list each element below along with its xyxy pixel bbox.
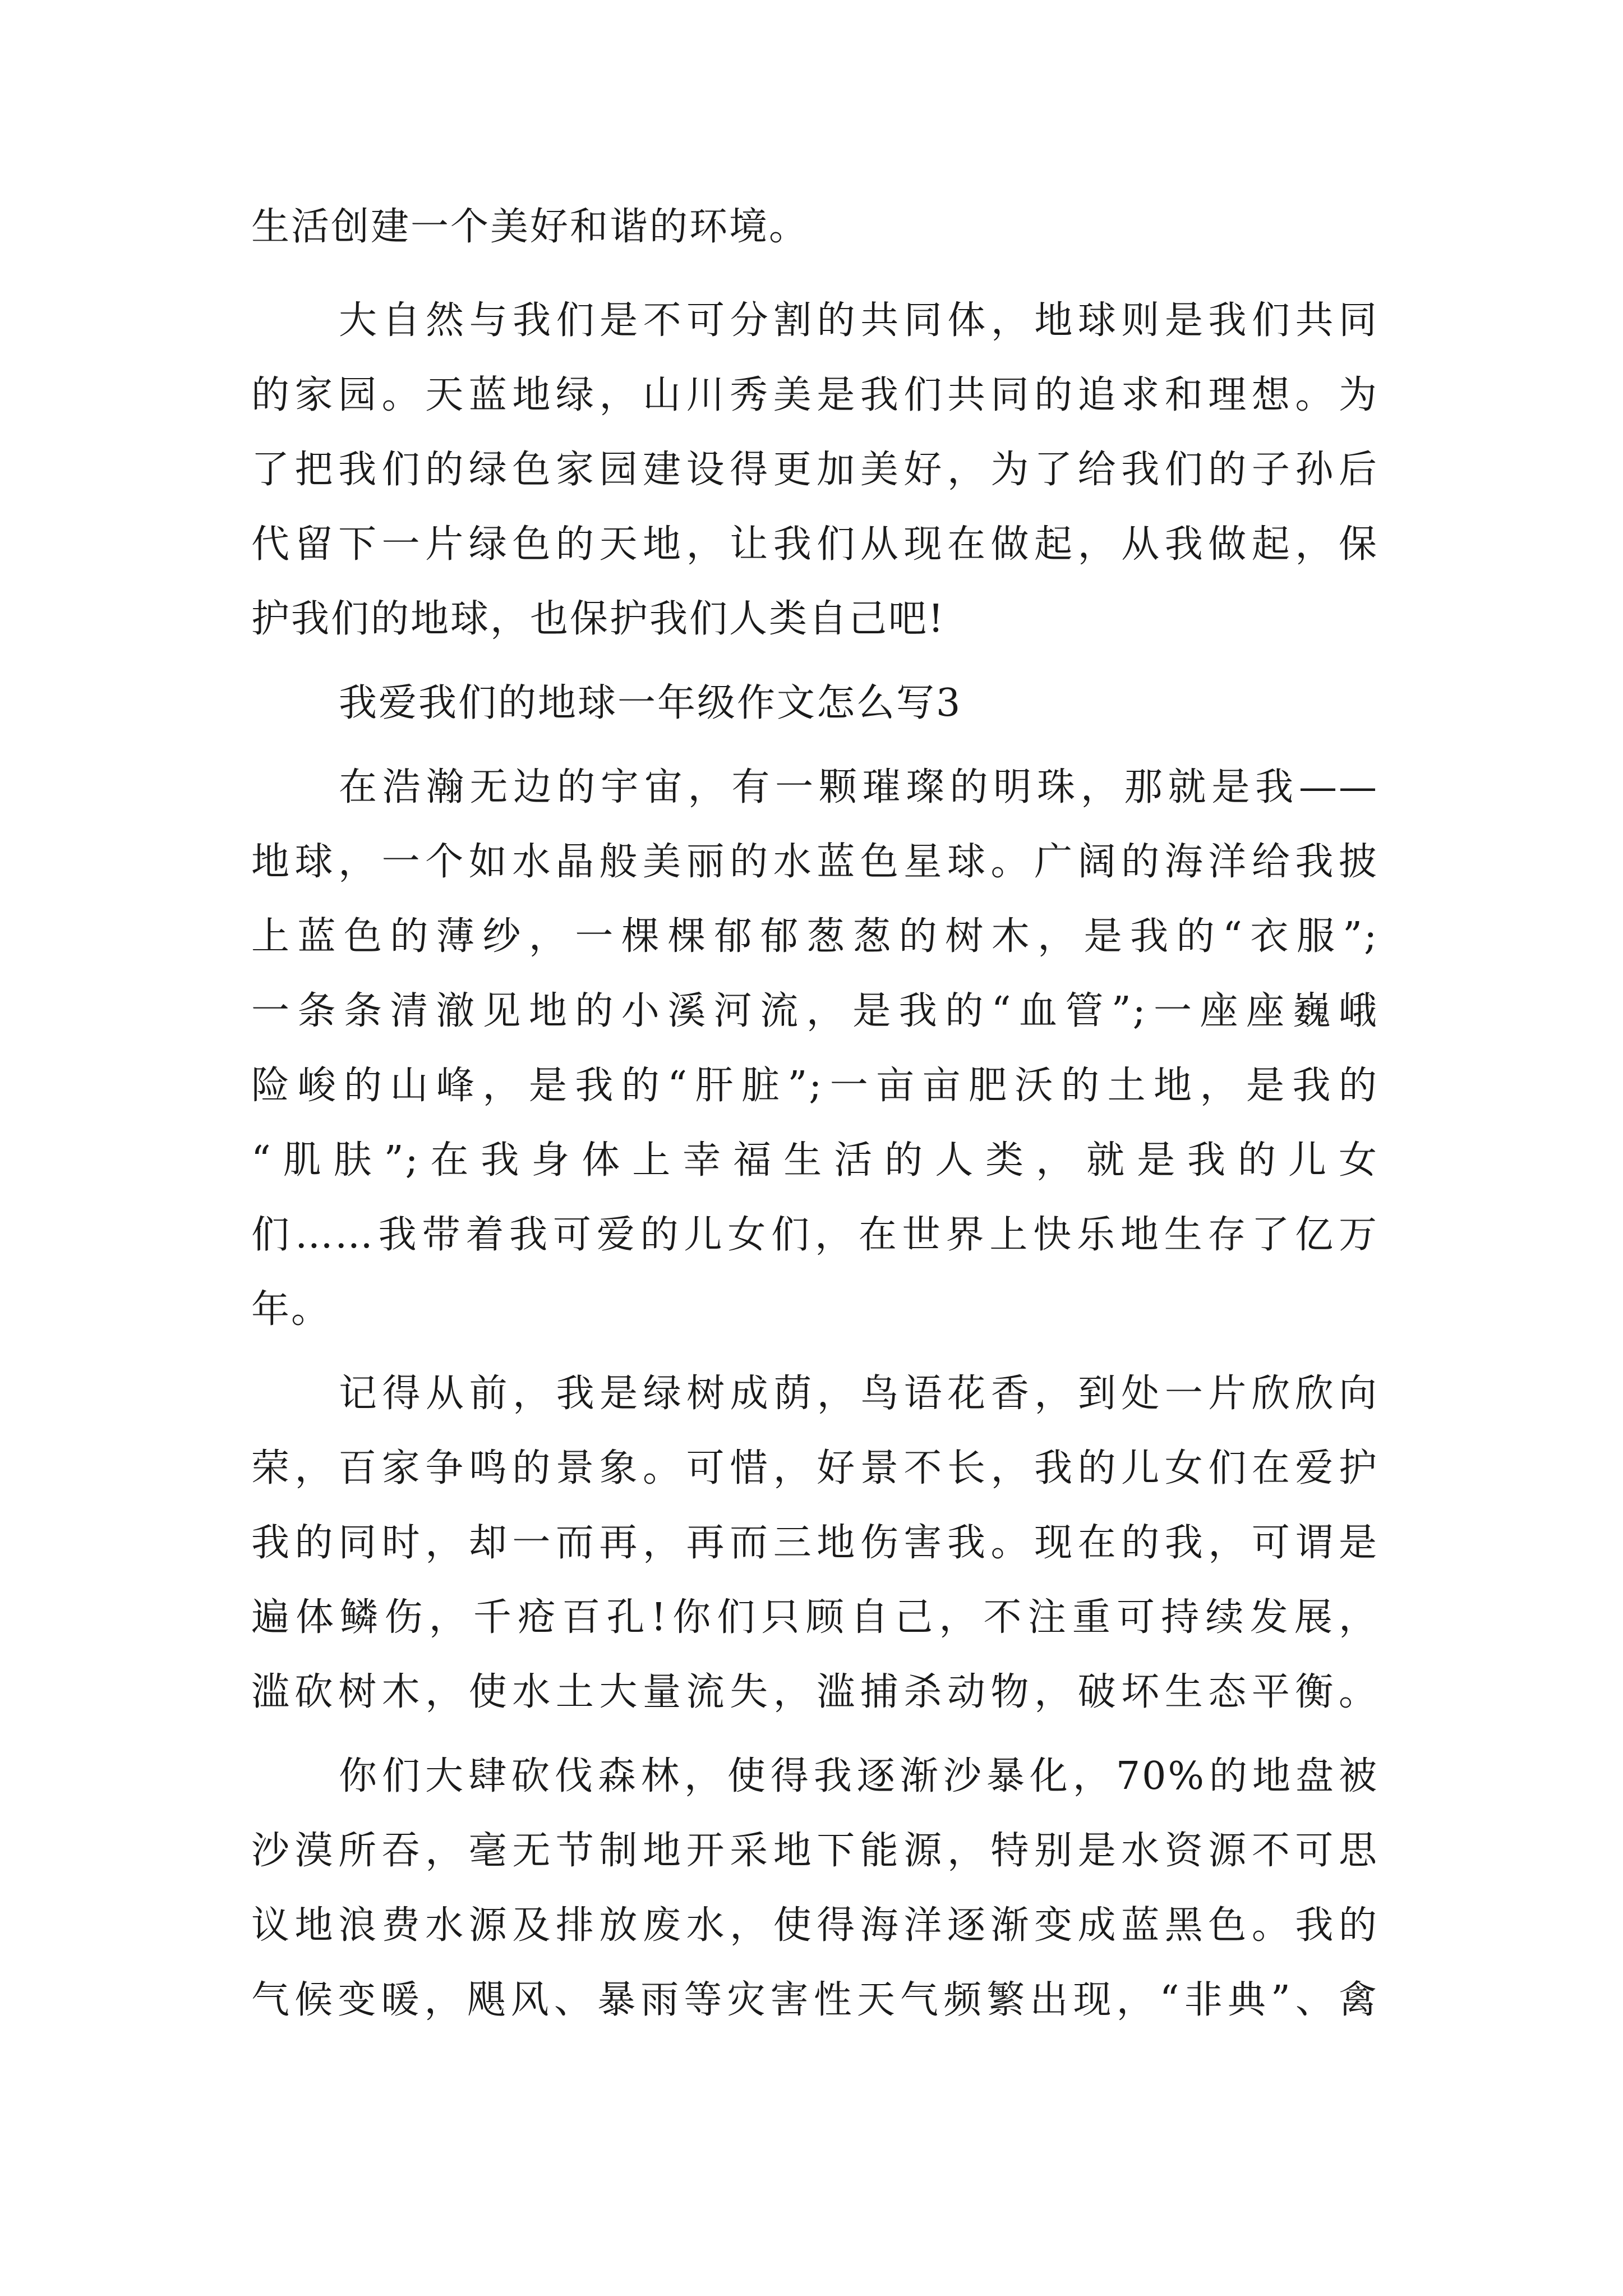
text-line: 险峻的山峰，是我的“肝脏”;一亩亩肥沃的土地，是我的 — [251, 1064, 1378, 1108]
text-line: 沙漠所吞，毫无节制地开采地下能源，特别是水资源不可思 — [251, 1829, 1378, 1873]
section-heading: 我爱我们的地球一年级作文怎么写3 — [339, 681, 962, 725]
text-line: 在浩瀚无边的宇宙，有一颗璀璨的明珠，那就是我—— — [339, 765, 1378, 809]
text-line: 气候变暖，飓风、暴雨等灾害性天气频繁出现，“非典”、禽 — [251, 1978, 1378, 2022]
text-line: 代留下一片绿色的天地，让我们从现在做起，从我做起，保 — [251, 522, 1378, 567]
text-line: 记得从前，我是绿树成荫，鸟语花香，到处一片欣欣向 — [339, 1372, 1378, 1416]
text-line: 的家园。天蓝地绿，山川秀美是我们共同的追求和理想。为 — [251, 373, 1378, 417]
text-line: 你们大肆砍伐森林，使得我逐渐沙暴化，70%的地盘被 — [339, 1754, 1378, 1798]
text-line: 护我们的地球，也保护我们人类自己吧! — [251, 597, 946, 641]
text-line: 我的同时，却一而再，再而三地伤害我。现在的我，可谓是 — [251, 1521, 1378, 1565]
text-line: 们……我带着我可爱的儿女们，在世界上快乐地生存了亿万 — [251, 1213, 1378, 1257]
text-line: 议地浪费水源及排放废水，使得海洋逐渐变成蓝黑色。我的 — [251, 1903, 1378, 1948]
text-line: 年。 — [251, 1287, 331, 1332]
text-line: 了把我们的绿色家园建设得更加美好，为了给我们的子孙后 — [251, 448, 1378, 492]
text-line: 地球，一个如水晶般美丽的水蓝色星球。广阔的海洋给我披 — [251, 840, 1378, 884]
text-line: 遍体鳞伤，千疮百孔!你们只顾自己，不注重可持续发展， — [251, 1595, 1378, 1640]
text-line: 一条条清澈见地的小溪河流，是我的“血管”;一座座巍峨 — [251, 989, 1378, 1033]
text-line: 生活创建一个美好和谐的环境。 — [251, 205, 809, 249]
text-line: 上蓝色的薄纱，一棵棵郁郁葱葱的树木，是我的“衣服”; — [251, 914, 1378, 959]
text-line: “肌肤”;在我身体上幸福生活的人类，就是我的儿女 — [251, 1138, 1378, 1182]
text-line: 荣，百家争鸣的景象。可惜，好景不长，我的儿女们在爱护 — [251, 1446, 1378, 1490]
text-line: 大自然与我们是不可分割的共同体，地球则是我们共同 — [339, 298, 1378, 343]
text-line: 滥砍树木，使水土大量流失，滥捕杀动物，破坏生态平衡。 — [251, 1670, 1378, 1714]
